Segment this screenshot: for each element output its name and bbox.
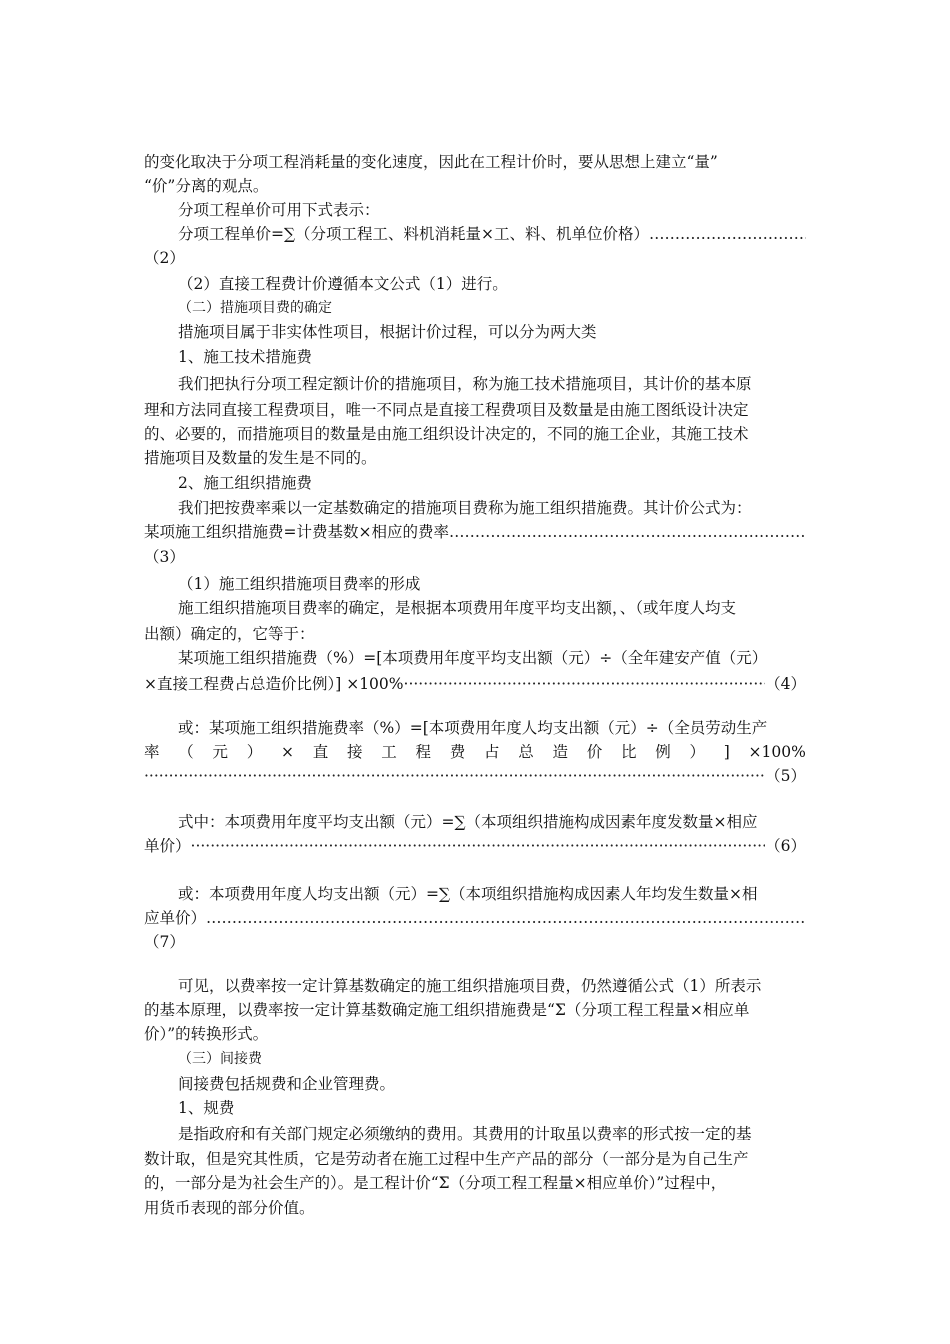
formula-5-tail [144, 764, 806, 788]
formula-5-token: ×100% [748, 743, 806, 761]
formula-number: （6） [765, 837, 806, 855]
formula-4 [144, 672, 806, 696]
leader-dots [206, 906, 806, 930]
formula-5-token: 率 [144, 743, 160, 761]
leader-dots [144, 764, 765, 788]
formula-text: 单价） [144, 837, 191, 855]
formula-5-token: ） [246, 743, 263, 761]
formula-5-token: 接 [346, 743, 363, 761]
formula-5-token: 总 [518, 743, 534, 761]
text-line: 间接费包括规费和企业管理费。 [178, 1075, 396, 1093]
text-line: 或：某项施工组织措施费率（%）=[本项费用年度人均支出额（元）÷（全员劳动生产 [178, 719, 768, 737]
formula-number: （2） [144, 249, 185, 267]
text-line: 我们把按费率乘以一定基数确定的措施项目费称为施工组织措施费。其计价公式为： [178, 499, 752, 517]
subheading: 1、规费 [178, 1099, 235, 1117]
text-line: 措施项目及数量的发生是不同的。 [144, 449, 377, 467]
formula-number: （3） [144, 548, 185, 566]
leader-dots [649, 222, 806, 246]
formula-6 [144, 834, 806, 858]
formula-5-line [144, 740, 806, 764]
text-line: 我们把执行分项工程定额计价的措施项目，称为施工技术措施项目，其计价的基本原 [178, 375, 752, 393]
formula-5-token: 比 [620, 743, 637, 761]
text-line: “价”分离的观点。 [144, 177, 269, 195]
section-heading: （三）间接费 [178, 1051, 262, 1067]
leader-dots [404, 672, 766, 696]
formula-number: （7） [144, 933, 185, 951]
text-line: 可见，以费率按一定计算基数确定的施工组织措施项目费，仍然遵循公式（1）所表示 [178, 977, 762, 995]
text-line: 或：本项费用年度人均支出额（元）=∑（本项组织措施构成因素人年均发生数量×相 [178, 885, 758, 903]
formula-5-token: 造 [552, 743, 568, 761]
text-line: 是指政府和有关部门规定必须缴纳的费用。其费用的计取虽以费率的形式按一定的基 [178, 1125, 752, 1143]
formula-number: （5） [765, 767, 806, 785]
text-line: （2）直接工程费计价遵循本文公式（1）进行。 [178, 275, 508, 293]
text-line: 用货币表现的部分价值。 [144, 1199, 315, 1217]
text-line: 理和方法同直接工程费项目，唯一不同点是直接工程费项目及数量是由施工图纸设计决定 [144, 401, 749, 419]
formula-5-token: 工 [381, 743, 397, 761]
text-line: 措施项目属于非实体性项目，根据计价过程，可以分为两大类 [178, 323, 597, 341]
formula-5-token: 元 [212, 743, 229, 761]
text-line: 的、必要的，而措施项目的数量是由施工组织设计决定的，不同的施工企业，其施工技术 [144, 425, 749, 443]
leader-dots [191, 834, 766, 858]
text-line: 的变化取决于分项工程消耗量的变化速度，因此在工程计价时，要从思想上建立“量” [144, 153, 718, 171]
text-line: 的基本原理，以费率按一定计算基数确定施工组织措施费是“Σ（分项工程工程量×相应单 [144, 1001, 750, 1019]
formula-text: 应单价） [144, 909, 207, 927]
formula-5-token: × [281, 743, 294, 761]
formula-7 [144, 906, 806, 930]
formula-5-token: 程 [415, 743, 431, 761]
text-line: 出额）确定的，它等于： [144, 625, 315, 643]
formula-5-token: 价 [586, 743, 603, 761]
formula-5-token: ] [723, 743, 730, 761]
formula-5-token: 占 [483, 743, 500, 761]
text-line: 的，一部分是为社会生产的）。是工程计价“Σ（分项工程工程量×相应单价）”过程中， [144, 1174, 727, 1192]
text-line: 式中：本项费用年度平均支出额（元）=∑（本项组织措施构成因素年度发数量×相应 [178, 813, 758, 831]
text-line: 价）”的转换形式。 [144, 1025, 269, 1043]
text-line: 数计取，但是究其性质，它是劳动者在施工过程中生产产品的部分（一部分是为自己生产 [144, 1150, 749, 1168]
text-line: 分项工程单价可用下式表示： [178, 201, 380, 219]
text-line: 施工组织措施项目费率的确定，是根据本项费用年度平均支出额，、（或年度人均支 [178, 599, 737, 617]
formula-2 [178, 222, 806, 246]
subheading: （1）施工组织措施项目费率的形成 [178, 575, 421, 593]
formula-5-token: （ [178, 743, 194, 761]
formula-number: （4） [765, 675, 806, 693]
formula-5-token: ） [689, 743, 705, 761]
formula-3 [144, 520, 806, 544]
leader-dots [449, 520, 806, 544]
text-line: 某项施工组织措施费（%）=[本项费用年度平均支出额（元）÷（全年建安产值（元） [178, 649, 768, 667]
subheading: 2、施工组织措施费 [178, 474, 312, 492]
formula-5-token: 直 [312, 743, 329, 761]
section-heading: （二）措施项目费的确定 [178, 300, 332, 316]
formula-5-token: 费 [449, 743, 466, 761]
formula-text: ×直接工程费占总造价比例）] ×100% [144, 675, 404, 693]
formula-5-token: 例 [655, 743, 671, 761]
formula-text: 某项施工组织措施费=计费基数×相应的费率 [144, 523, 449, 541]
subheading: 1、施工技术措施费 [178, 348, 312, 366]
formula-text: 分项工程单价=∑（分项工程工、料机消耗量×工、料、机单位价格） [178, 225, 650, 243]
